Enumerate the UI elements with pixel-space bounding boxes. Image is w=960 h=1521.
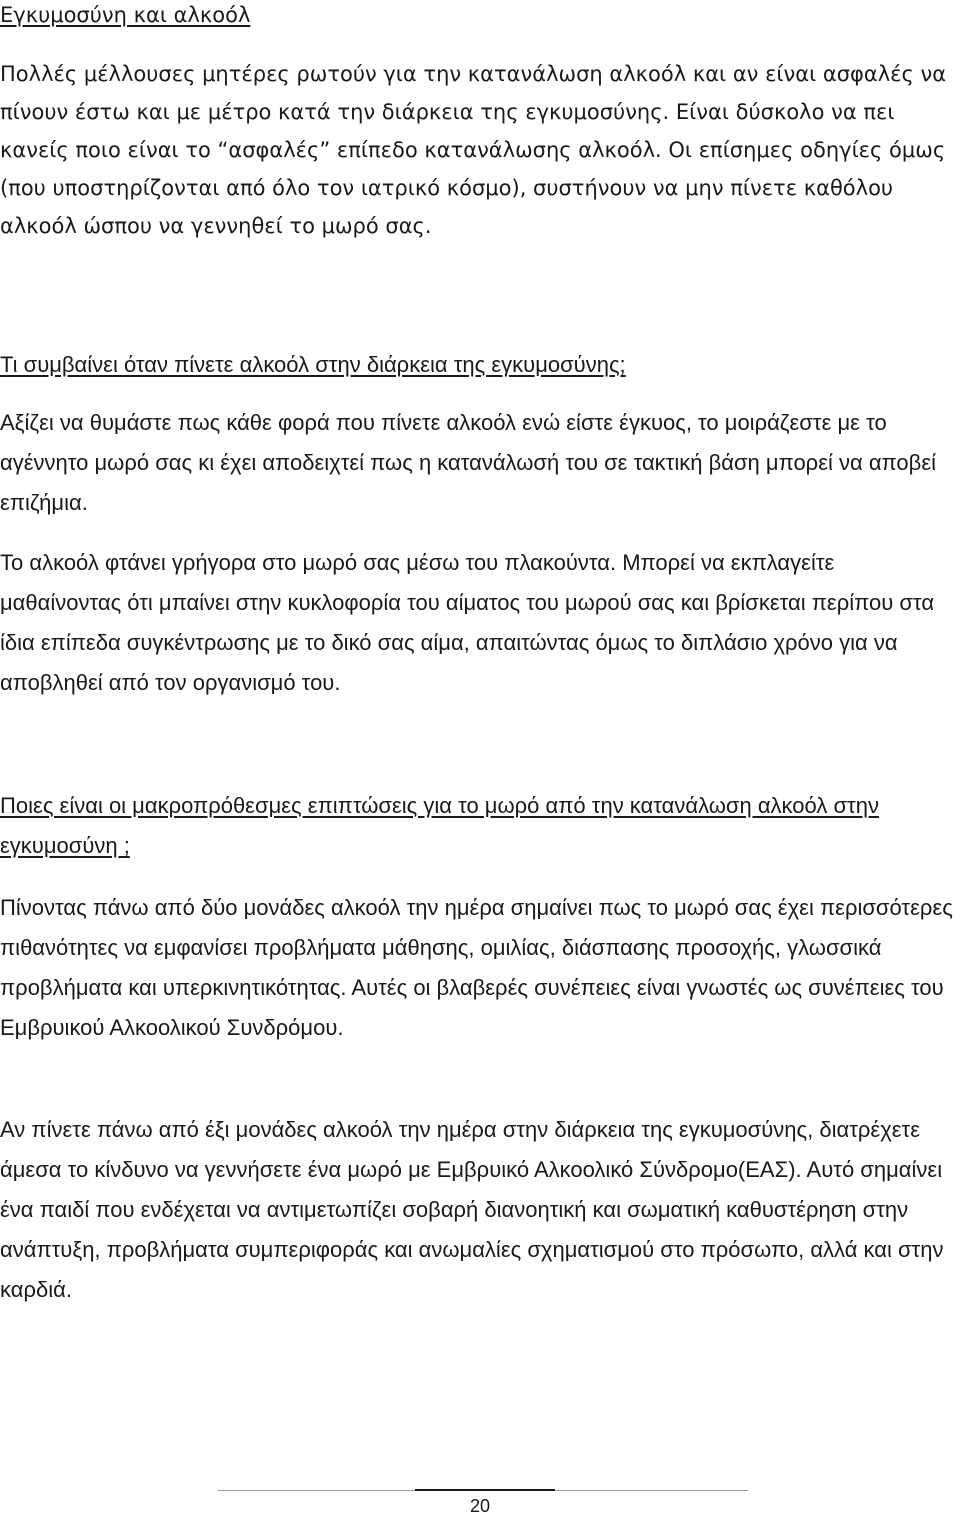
page-number: 20 bbox=[469, 1496, 491, 1516]
section-heading-effects: Τι συμβαίνει όταν πίνετε αλκοόλ στην διάρκεια της εγκυμοσύνης; bbox=[0, 352, 626, 377]
section-paragraph: Το αλκοόλ φτάνει γρήγορα στο μωρό σας μέσω του πλακούντα. Μπορεί να εκπλαγείτε μαθαίνοντας ότι μπαίνει στην κυκλοφορία του αίματος του μωρού σας και βρίσκεται περίπου στα ίδια επίπεδα συγκέντρωσης με το δικό σας αίμα, απαιτώντας όμως το διπλάσιο χρόνο για να αποβληθεί από τον οργανισμό του. bbox=[0, 550, 935, 695]
section-heading-long-term: Ποιες είναι οι μακροπρόθεσμες επιπτώσεις για το μωρό από την κατανάλωση αλκοόλ στην εγκυμοσύνη ; bbox=[0, 793, 879, 858]
section-paragraph: Πίνοντας πάνω από δύο μονάδες αλκοόλ την ημέρα σημαίνει πως το μωρό σας έχει περισσότερες πιθανότητες να εμφανίσει προβλήματα μάθησης, ομιλίας, διάσπασης προσοχής, γλωσσικά προβλήματα και υπερκινητικότητας. Αυτές οι βλαβερές συνέπειες είναι γνωστές ως συνέπειες του Εμβρυικού Αλκοολικού Συνδρόμου. bbox=[0, 895, 953, 1040]
section-paragraph: Αξίζει να θυμάστε πως κάθε φορά που πίνετε αλκοόλ ενώ είστε έγκυος, το μοιράζεστε με το αγέννητο μωρό σας κι έχει αποδειχτεί πως η κατανάλωσή του σε τακτική βάση μπορεί να αποβεί επιζήμια. bbox=[0, 410, 937, 515]
section-paragraph: Αν πίνετε πάνω από έξι μονάδες αλκοόλ την ημέρα στην διάρκεια της εγκυμοσύνης, διατρέχετε άμεσα το κίνδυνο να γεννήσετε ένα μωρό με Εμβρυικό Αλκοολικό Σύνδρομο(ΕΑΣ). Αυτό σημαίνει ένα παιδί που ενδέχεται να αντιμετωπίζει σοβαρή διανοητική και σωματική καθυστέρηση στην ανάπτυξη, προβλήματα συμπεριφοράς και ανωμαλίες σχηματισμού στο πρόσωπο, αλλά και στην καρδιά. bbox=[0, 1117, 944, 1302]
intro-paragraph: Πολλές μέλλουσες μητέρες ρωτούν για την κατανάλωση αλκοόλ και αν είναι ασφαλές να πίνουν έστω και με μέτρο κατά την διάρκεια της εγκυμοσύνης. Είναι δύσκολο να πει κανείς ποιο είναι το “ασφαλές” επίπεδο κατανάλωσης αλκοόλ. Οι επίσημες οδηγίες όμως (που υποστηρίζονται από όλο τον ιατρικό κόσμο), συστήνουν να μην πίνετε καθόλου αλκοόλ ώσπου να γεννηθεί το μωρό σας. bbox=[0, 62, 947, 238]
footer-divider-accent bbox=[415, 1489, 555, 1491]
document-title: Εγκυμοσύνη και αλκοόλ bbox=[0, 3, 251, 27]
